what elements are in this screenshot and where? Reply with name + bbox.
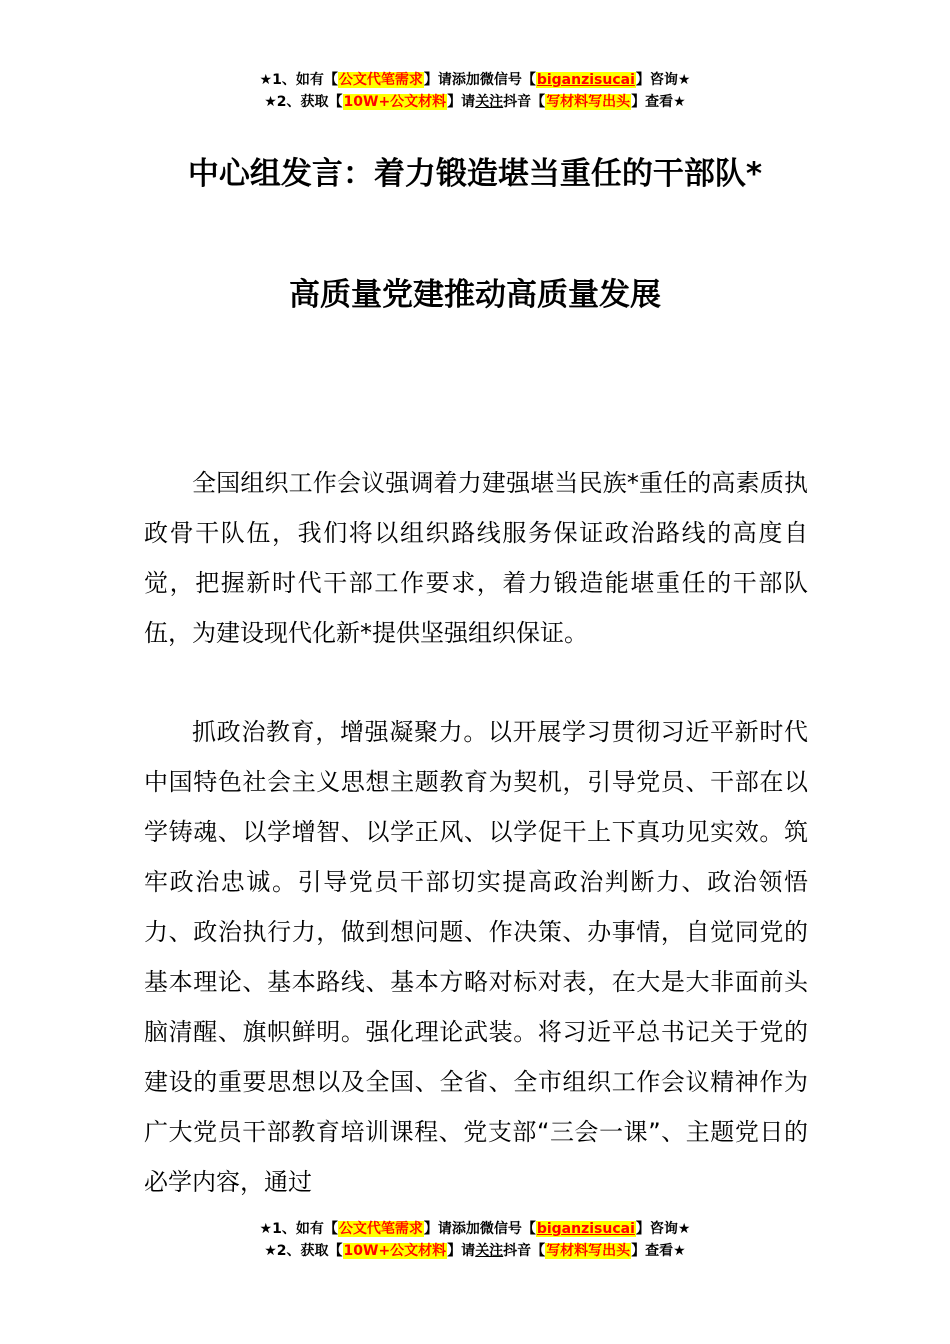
banner-highlight: 10W+公文材料: [343, 1243, 447, 1259]
banner-text: ★2、获取【: [264, 1243, 343, 1259]
header-banner: [0, 69, 950, 113]
banner-text: 】请: [447, 94, 476, 110]
banner-text: 】查看★: [631, 1243, 686, 1259]
body-paragraph-1: 全国组织工作会议强调着力建强堪当民族*重任的高素质执政骨干队伍，我们将以组织路线服务保证政治路线的高度自觉，把握新时代干部工作要求，着力锻造能堪重任的干部队伍，为建设现代化新*提供坚强组织保证。: [144, 469, 808, 647]
banner-line-2: [0, 1240, 950, 1262]
banner-highlight: 公文代笔需求: [338, 1221, 423, 1237]
banner-highlight: 10W+公文材料: [343, 94, 447, 110]
douyin-highlight: 写材料写出头: [546, 1243, 631, 1259]
banner-line-2: [0, 91, 950, 113]
banner-text-underlined: 关注: [475, 94, 504, 110]
banner-text: ★2、获取【: [264, 94, 343, 110]
banner-highlight: 公文代笔需求: [338, 72, 423, 88]
footer-banner: [0, 1218, 950, 1262]
banner-text-underlined: 关注: [475, 1243, 504, 1259]
banner-line-1: [0, 69, 950, 91]
banner-line-1: [0, 1218, 950, 1240]
body-paragraph-2: 抓政治教育，增强凝聚力。以开展学习贯彻习近平新时代中国特色社会主义思想主题教育为契机，引导党员、干部在以学铸魂、以学增智、以学正风、以学促干上下真功见实效。筑牢政治忠诚。引导党员干部切实提高政治判断力、政治领悟力、政治执行力，做到想问题、作决策、办事情，自觉同党的基本理论、基本路线、基本方略对标对表，在大是大非面前头脑清醒、旗帜鲜明。强化理论武装。将习近平总书记关于党的建设的重要思想以及全国、全省、全市组织工作会议精神作为广大党员干部教育培训课程、党支部“三会一课”、主题党日的必学内容，通过: [144, 718, 808, 1196]
banner-text: 】请: [447, 1243, 476, 1259]
wechat-id-highlight: biganzisucai: [536, 72, 635, 88]
banner-text: 】咨询★: [635, 72, 691, 88]
banner-text: 抖音【: [503, 1243, 546, 1259]
banner-text: ★1、如有【: [259, 72, 338, 88]
document-title: 中心组发言：着力锻造堪当重任的干部队*: [187, 156, 763, 192]
douyin-highlight: 写材料写出头: [546, 94, 631, 110]
banner-text: 】请添加微信号【: [423, 1221, 536, 1237]
banner-text: 抖音【: [503, 94, 546, 110]
banner-text: ★1、如有【: [259, 1221, 338, 1237]
wechat-id-highlight: biganzisucai: [536, 1221, 635, 1237]
banner-text: 】请添加微信号【: [423, 72, 536, 88]
banner-text: 】查看★: [631, 94, 686, 110]
banner-text: 】咨询★: [635, 1221, 691, 1237]
document-subtitle: 高质量党建推动高质量发展: [289, 277, 661, 313]
